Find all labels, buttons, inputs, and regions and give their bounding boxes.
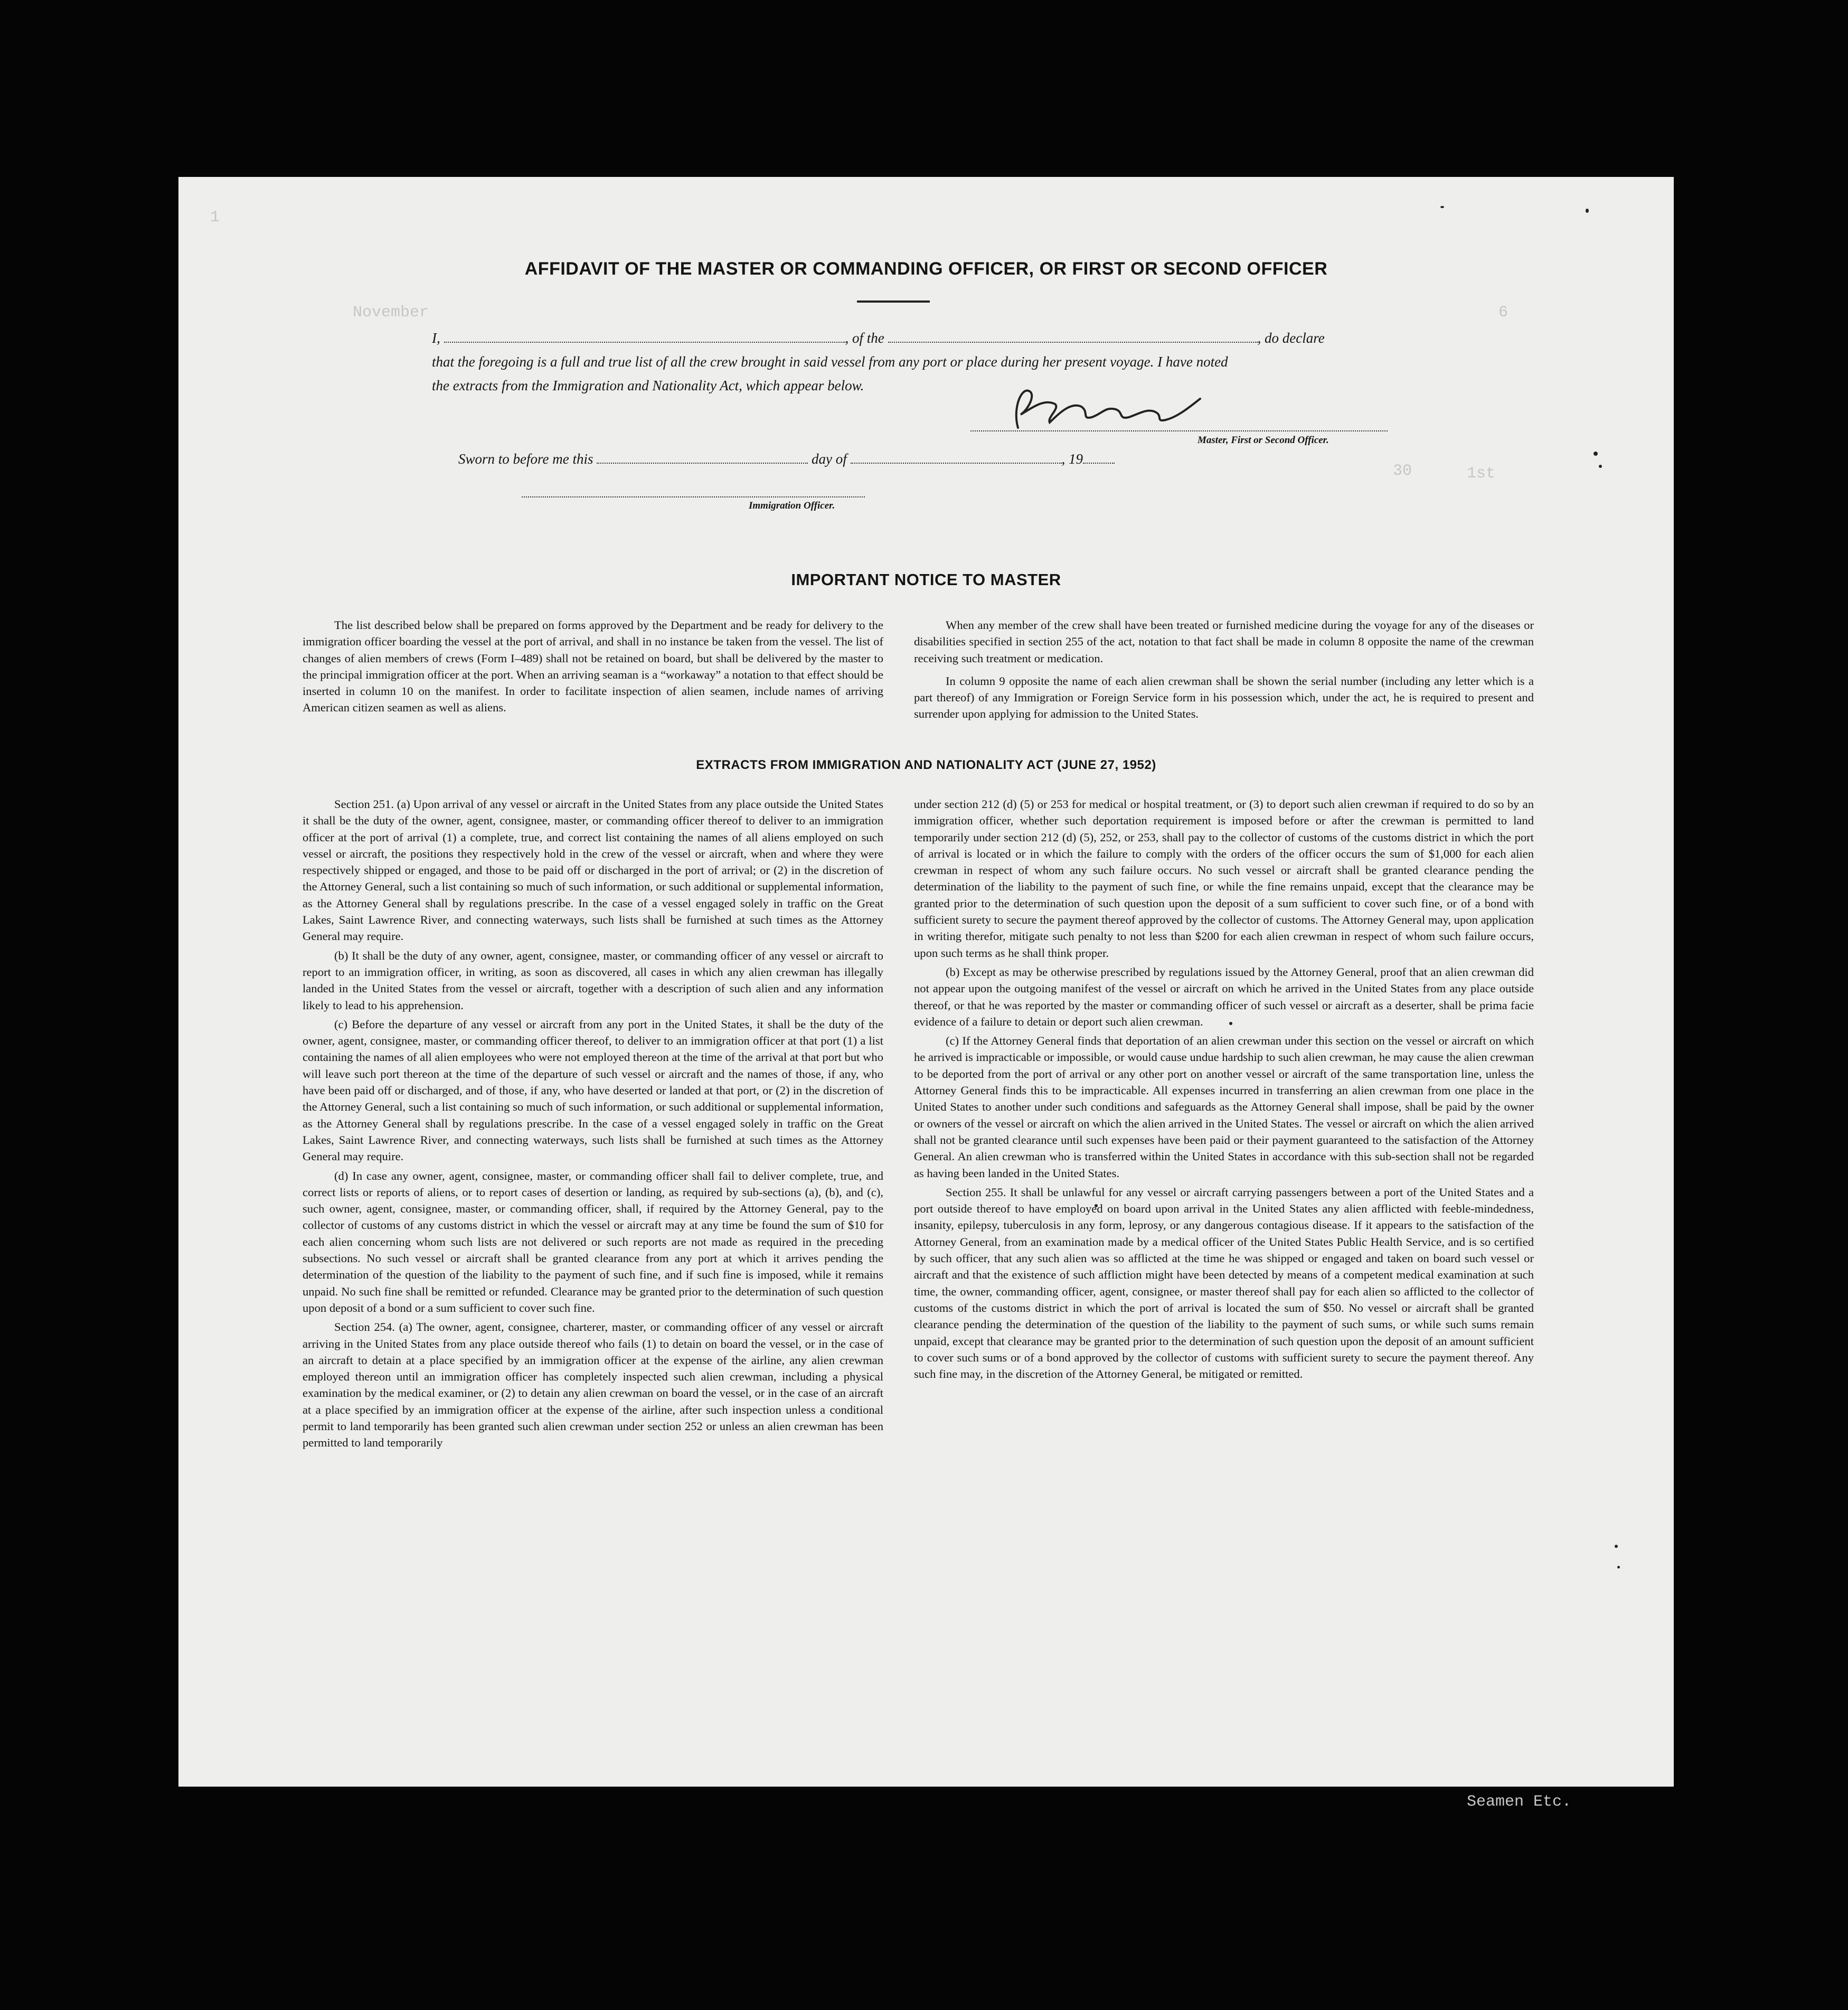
notice-title: IMPORTANT NOTICE TO MASTER <box>791 570 1061 589</box>
statute-paragraph: Section 254. (a) The owner, agent, consignee, charterer, master, or commanding officer of any vessel or aircraft arriving in the United States from any place outside thereof who fails (1) to detain on board the vessel, or in the case of an aircraft to detain at a place specified by an immigration officer at the expense of the airline, any alien crewman employed thereon until an immigration officer has completely inspected such alien crewman, including a physical examination by the medical examiner, or (2) to detain any alien crewman on board the vessel, or in the case of an aircraft at a place specified by an immigration officer at the expense of the airline, after such inspection unless a conditional permit to land temporarily has been granted such alien crewman under section 252 or unless an alien crewman has been permitted to land temporarily <box>303 1320 883 1450</box>
scan-speck <box>1586 209 1589 213</box>
declaration-text-line-2: the extracts from the Immigration and Nationality Act, which appear below. <box>432 378 864 393</box>
sworn-year-fill-line <box>1083 449 1115 464</box>
extracts-left-column <box>303 796 883 1451</box>
notice-right-paragraph: When any member of the crew shall have been treated or furnished medicine during the voyage for any of the diseases or disabilities specified in section 255 of the act, notation to that fact shall be made in column 8 opposite the name of the crewman receiving such treatment or medication. <box>914 618 1534 665</box>
bleed-through-artifact: 1st <box>1467 465 1496 483</box>
declaration-text-line-1: that the foregoing is a full and true list of all the crew brought in said vessel from any port or place during her present voyage. I have noted <box>432 354 1228 370</box>
notice-right-column <box>914 617 1534 722</box>
affidavit-form-page <box>178 177 1674 1811</box>
statute-paragraph: under section 212 (d) (5) or 253 for medical or hospital treatment, or (3) to deport such alien crewman if required to do so by an immigration officer, whether such deportation requirement is imposed before or after the crewman is permitted to land temporarily under section 212 (d) (5), 252, or 253, shall pay to the collector of customs of the customs district in which the port of arrival is located or in which the failure to comply with the orders of the officer occurs the sum of $1,000 for each alien crewman in respect of whom any such failure occurs. No such vessel or aircraft shall be granted clearance pending the determination of the liability to the payment of such fine, or while the fine remains unpaid, except that the clearance may be granted prior to the determination of such question upon the deposit of a sum sufficient to cover such fine, or of a bond with sufficient surety to secure the payment thereof approved by the collector of customs. The Attorney General may, upon application in writing therefor, mitigate such penalty to not less than $200 for each alien crewman in respect of whom such failure occurs, upon such terms as he shall think proper. <box>914 797 1534 960</box>
sworn-day-fill-line <box>597 449 808 464</box>
statute-paragraph: Section 255. It shall be unlawful for any vessel or aircraft carrying passengers between a port of the United States and a port outside thereof to have employed on board upon arrival in the United States any alien afflicted with feeble-mindedness, insanity, epilepsy, tuberculosis in any form, leprosy, or any dangerous contagious disease. If it appears to the satisfaction of the Attorney General, from an examination made by a medical officer of the United States Public Health Service, and is so certified by such officer, that any such alien was so afflicted at the time he was shipped or engaged and taken on board such vessel or aircraft and that the existence of such affliction might have been detected by means of a competent medical examination at such time, the owner, commanding officer, agent, consignee, or master thereof shall pay for each alien so afflicted to the collector of customs of the customs district in which the port of arrival is located the sum of $50. No vessel or aircraft shall be granted clearance pending the determination of the question of the liability to the payment of such sums, or while such sums remain unpaid, except that clearance may be granted prior to the determination of such question upon the deposit of an amount sufficient to cover such sums or of a bond approved by the collector of customs with sufficient surety to secure the payment thereof. Any such fine may, in the discretion of the Attorney General, be mitigated or remitted. <box>914 1185 1534 1381</box>
year-prefix: , 19 <box>1061 451 1083 467</box>
scan-speck <box>1615 1545 1618 1548</box>
notice-right-paragraph: In column 9 opposite the name of each alien crewman shall be shown the serial number (including any letter which is a part thereof) of any Immigration or Foreign Service form in his possession which, under the act, he is required to present and surrender upon applying for admission to the United States. <box>914 674 1534 721</box>
extracts-right-column <box>914 796 1534 1382</box>
scan-speck <box>1617 1566 1620 1568</box>
bleed-through-artifact: 1 <box>210 209 220 227</box>
statute-paragraph: (b) It shall be the duty of any owner, agent, consignee, master, or commanding officer of any vessel or aircraft to report to an immigration officer, in writing, as soon as discovered, all cases in which any alien crewman has illegally landed in the United States from the vessel or aircraft, together with a description of such alien and any information likely to lead to his apprehension. <box>303 948 883 1012</box>
statute-paragraph: Section 251. (a) Upon arrival of any vessel or aircraft in the United States from any place outside the United States it shall be the duty of the owner, agent, consignee, master, or commanding officer thereof to deliver to an immigration officer at the port of arrival (1) a complete, true, and correct list containing the names of all aliens employed on such vessel or aircraft, the positions they respectively hold in the crew of the vessel or aircraft, when and where they were respectively shipped or engaged, and those to be paid off or discharged in the port of arrival; or (2) in the discretion of the Attorney General, such a list containing so much of such information, or such additional or supplemental information, as the Attorney General shall by regulations prescribe. In the case of a vessel engaged solely in traffic on the Great Lakes, Saint Lawrence River, and connecting waterways, such lists shall be furnished at such times as the Attorney General may require. <box>303 797 883 943</box>
of-the-label: , of the <box>845 330 884 346</box>
immigration-officer-caption: Immigration Officer. <box>749 500 835 511</box>
i-label: I, <box>432 330 440 346</box>
bleed-through-artifact: November <box>353 304 429 322</box>
scan-speck <box>1594 452 1598 456</box>
statute-paragraph: (b) Except as may be otherwise prescribed by regulations issued by the Attorney General, proof that an alien crewman did not appear upon the outgoing manifest of the vessel or aircraft on which he arrived in the United States from any place outside thereof, or that he was reported by the master or commanding officer of such vessel or aircraft as a deserter, shall be prima facie evidence of a failure to detain or deport such alien crewman. <box>914 965 1534 1028</box>
do-declare-label: , do declare <box>1257 330 1325 346</box>
signature-line <box>970 430 1388 431</box>
scan-speck <box>1440 206 1444 208</box>
statute-paragraph: (d) In case any owner, agent, consignee, master, or commanding officer shall fail to deliver complete, true, and correct lists or reports of aliens, or to report cases of desertion or landing, as required by sub-sections (a), (b), and (c), such owner, agent, consignee, master, or commanding officer, shall, if required by the Attorney General, pay to the collector of customs of any customs district in which the vessel or aircraft may at any time be found the sum of $10 for each alien concerning whom such lists are not delivered or such reports are not made as required in the preceding subsections. No such vessel or aircraft shall be granted clearance from any port at which it arrives pending the determination of the question of the liability to the payment of such fine, and if such fine is imposed, while it remains unpaid. No such fine shall be remitted or refunded. Clearance may be granted prior to the determination of such question upon deposit of a bond or a sum sufficient to cover such fine. <box>303 1169 883 1314</box>
sworn-label: Sworn to before me this <box>458 451 593 467</box>
signer-caption: Master, First or Second Officer. <box>1198 435 1329 446</box>
notice-left-column <box>303 617 883 716</box>
statute-paragraph: (c) If the Attorney General finds that deportation of an alien crewman under this section on the vessel or aircraft on which he arrived is impracticable or impossible, or would cause undue hardship to such alien crewman, he may cause the alien crewman to be deported from the port of arrival or any other port on another vessel or aircraft of the same transportation line, unless the Attorney General finds this to be impracticable. All expenses incurred in transferring an alien crewman from one place in the United States to another under such conditions and safeguards as the Attorney General shall impose, shall be paid by the owner or owners of the vessel or aircraft on which the alien arrived in the United States. The vessel or aircraft on which the alien arrived shall not be granted clearance until such expenses have been paid or their payment guaranteed to the satisfaction of the Attorney General. An alien crewman who is transferred within the United States in accordance with this sub-section shall not be regarded as having been landed in the United States. <box>914 1034 1534 1180</box>
notice-left-paragraph: The list described below shall be prepared on forms approved by the Department and be ready for delivery to the immigration officer boarding the vessel at the port of arrival, and shall in no instance be taken from the vessel. The list of changes of alien members of crews (Form I–489) shall not be retained on board, but shall be delivered by the master to the principal immigration officer at the port. When an arriving seaman is a “workaway” a notation to that effect should be inserted in column 10 on the manifest. In order to facilitate inspection of alien seamen, include names of arriving American citizen seamen as well as aliens. <box>303 618 883 715</box>
declaration-fill-row <box>432 326 1356 350</box>
sworn-row <box>458 449 1115 467</box>
bleed-through-artifact: 30 <box>1393 462 1412 480</box>
statute-paragraph: (c) Before the departure of any vessel or aircraft from any port in the United States, it shall be the duty of the owner, agent, consignee, master, or commanding officer thereof, to deliver to an immigration officer at that port (1) a list containing the names of all alien employees who were not employed thereon at the time of the arrival at that port but who will leave such port thereon at the time of the departure of such vessel or aircraft and the names of those, if any, who have been paid off or discharged, and of those, if any, who have deserted or landed at that port, or (2) in the discretion of the Attorney General, such a list containing so much of such information, or such additional or supplemental information, as the Attorney General shall by regulations prescribe. In the case of a vessel engaged solely in traffic on the Great Lakes, Saint Lawrence River, and connecting waterways, such lists shall be furnished at such times as the Attorney General may require. <box>303 1017 883 1163</box>
vessel-fill-line <box>888 328 1258 343</box>
immigration-officer-line <box>522 496 865 497</box>
master-signature <box>997 378 1208 436</box>
title-divider <box>857 300 930 303</box>
affidavit-title: AFFIDAVIT OF THE MASTER OR COMMANDING OFFICER, OR FIRST OR SECOND OFFICER <box>524 259 1328 279</box>
sworn-month-fill-line <box>851 449 1062 464</box>
scan-speck <box>1599 465 1602 468</box>
day-of-label: day of <box>812 451 847 467</box>
bleed-through-artifact: 6 <box>1498 304 1508 322</box>
bleed-through-artifact: Seamen Etc. <box>1467 1793 1572 1811</box>
name-fill-line <box>444 328 845 343</box>
extracts-heading: EXTRACTS FROM IMMIGRATION AND NATIONALITY ACT (JUNE 27, 1952) <box>696 758 1156 772</box>
